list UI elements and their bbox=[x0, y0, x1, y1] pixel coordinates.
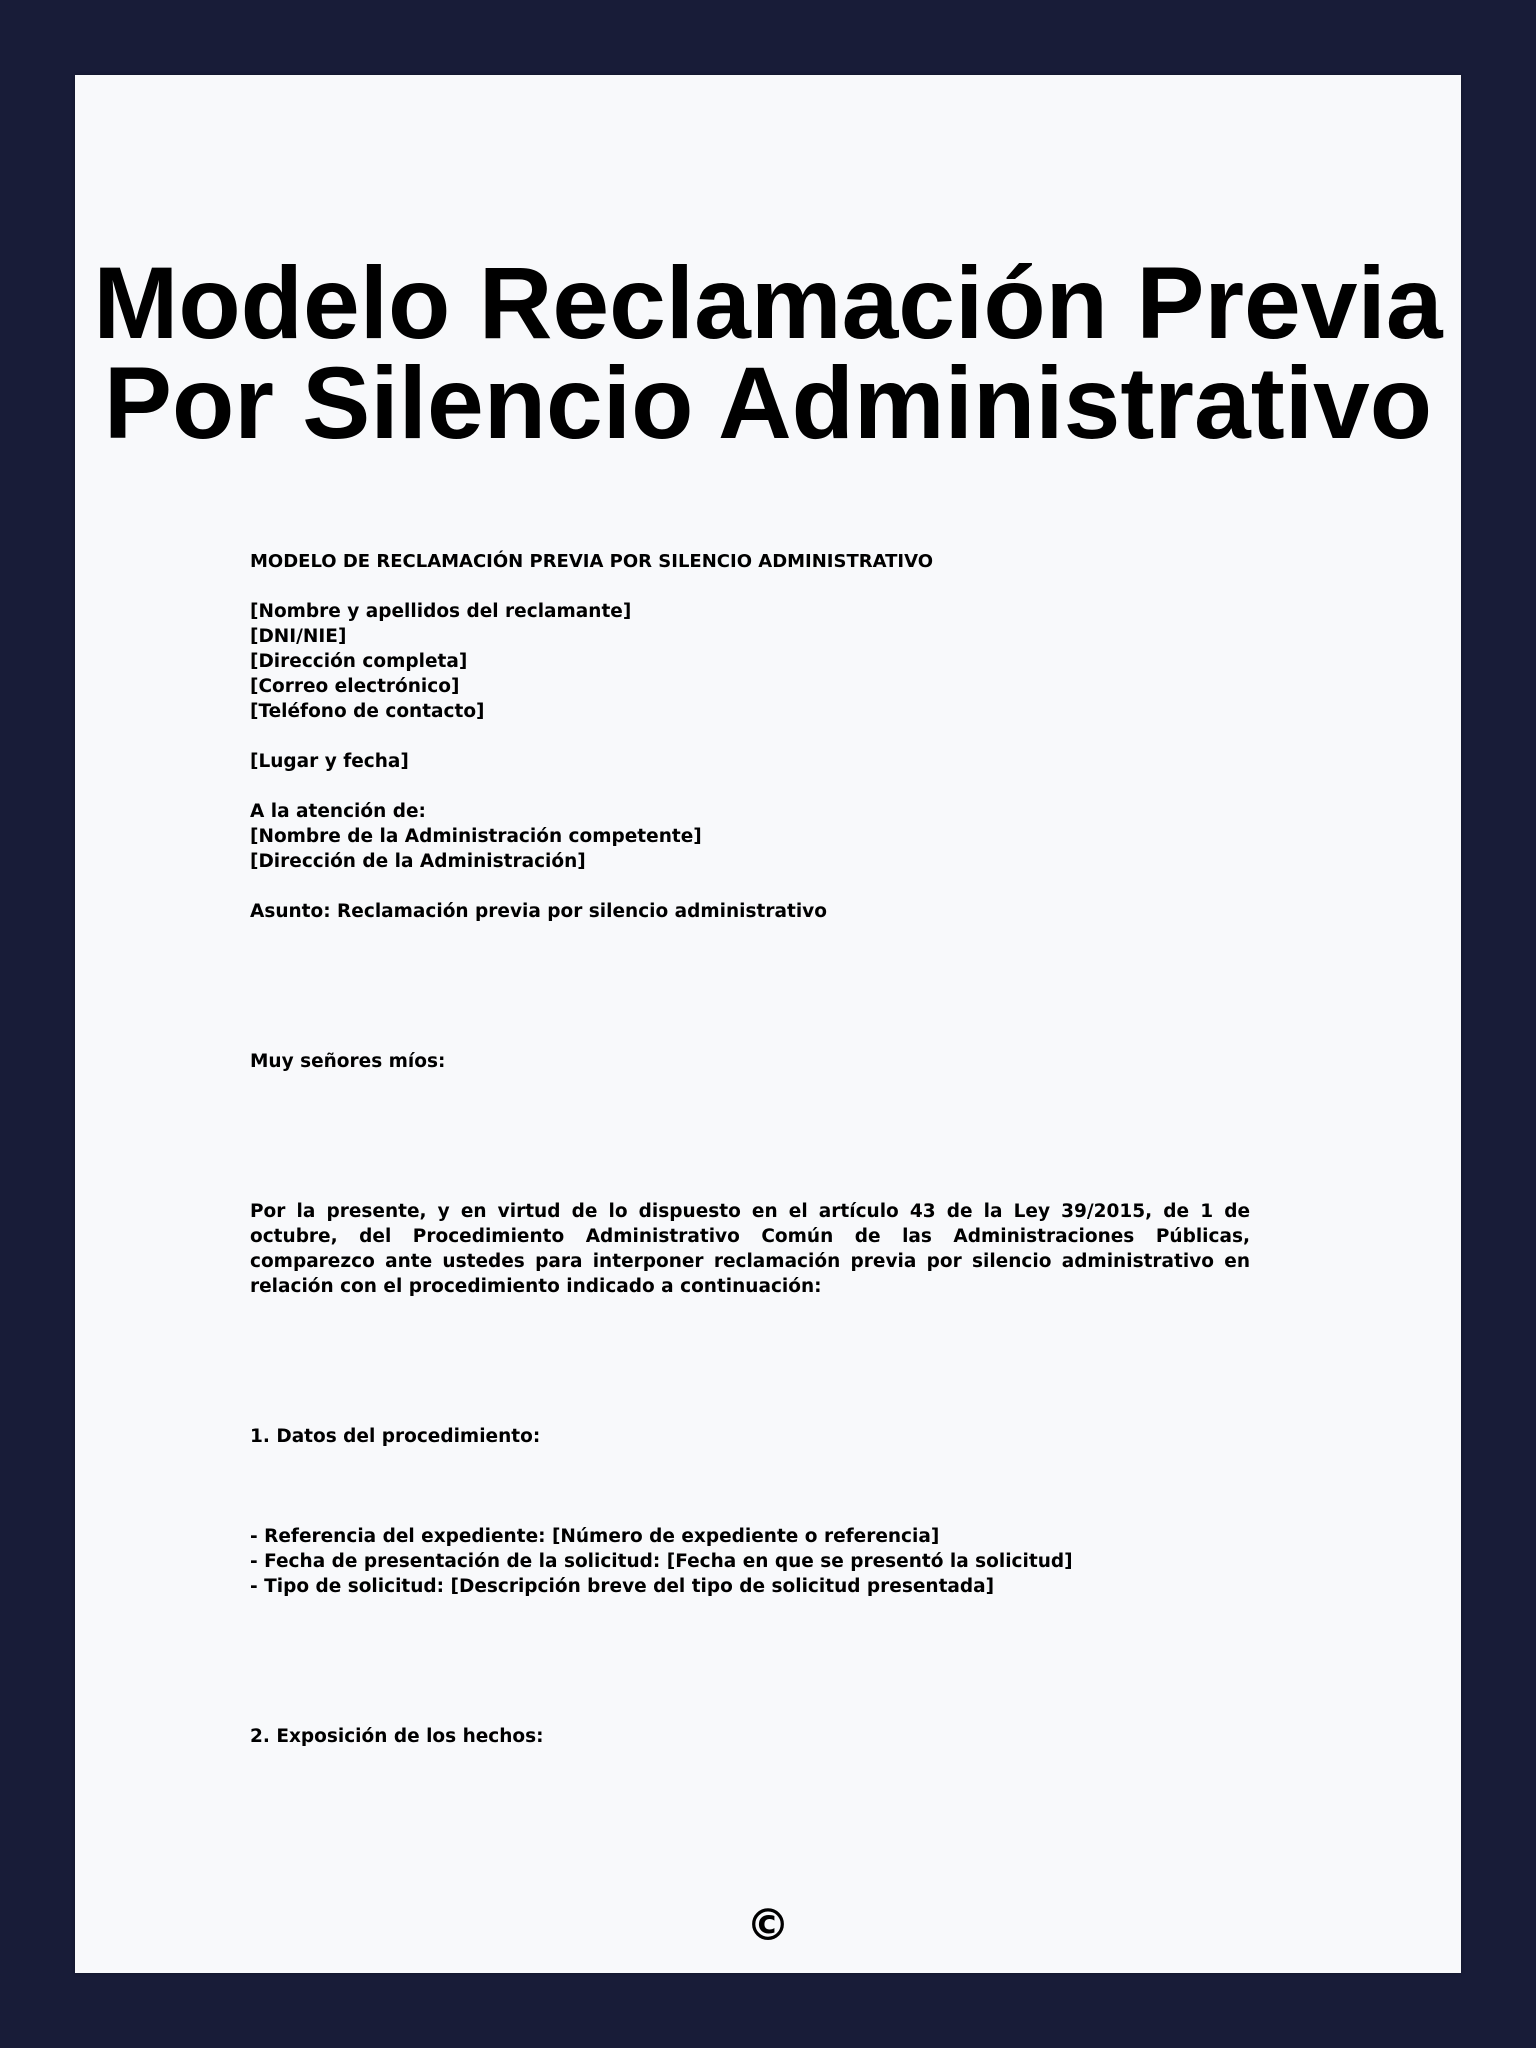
sender-phone: [Teléfono de contacto] bbox=[250, 701, 485, 722]
recipient-address: [Dirección de la Administración] bbox=[250, 851, 586, 872]
greeting: Muy señores míos: bbox=[250, 1051, 446, 1072]
sender-block bbox=[250, 599, 1300, 724]
recipient-name: [Nombre de la Administración competente] bbox=[250, 826, 702, 847]
list-item: - Tipo de solicitud: [Descripción breve del tipo de solicitud presentada] bbox=[250, 1576, 995, 1597]
copyright-icon: © bbox=[746, 1900, 790, 1951]
title-line-1: Modelo Reclamación Previa bbox=[93, 246, 1443, 360]
recipient-block bbox=[250, 799, 1300, 874]
sender-name: [Nombre y apellidos del reclamante] bbox=[250, 601, 632, 622]
title-line-2: Por Silencio Administrativo bbox=[103, 346, 1433, 460]
recipient-attention: A la atención de: bbox=[250, 801, 426, 822]
intro-paragraph: Por la presente, y en virtud de lo dispuesto en el artículo 43 de la Ley 39/2015, de 1 de octubre, del Procedimiento Administrativo Común de las Administraciones Públicas, comparezco ante ustedes para interponer reclamación previa por silencio administrativo en relación con el procedimiento indicado a continuación: bbox=[250, 1201, 1250, 1297]
subject-line: Asunto: Reclamación previa por silencio administrativo bbox=[250, 901, 827, 922]
list-item: - Fecha de presentación de la solicitud: [Fecha en que se presentó la solicitud] bbox=[250, 1551, 1073, 1572]
page-title bbox=[75, 246, 1461, 460]
section-2-title: 2. Exposición de los hechos: bbox=[250, 1726, 544, 1747]
document-page bbox=[75, 75, 1461, 1973]
place-date: [Lugar y fecha] bbox=[250, 751, 409, 772]
sender-email: [Correo electrónico] bbox=[250, 676, 460, 697]
section-1-list bbox=[250, 1524, 1300, 1599]
list-item: - Referencia del expediente: [Número de expediente o referencia] bbox=[250, 1526, 940, 1547]
sender-address: [Dirección completa] bbox=[250, 651, 468, 672]
section-1-title: 1. Datos del procedimiento: bbox=[250, 1426, 541, 1447]
document-heading: MODELO DE RECLAMACIÓN PREVIA POR SILENCIO ADMINISTRATIVO bbox=[250, 551, 934, 572]
sender-id: [DNI/NIE] bbox=[250, 626, 347, 647]
